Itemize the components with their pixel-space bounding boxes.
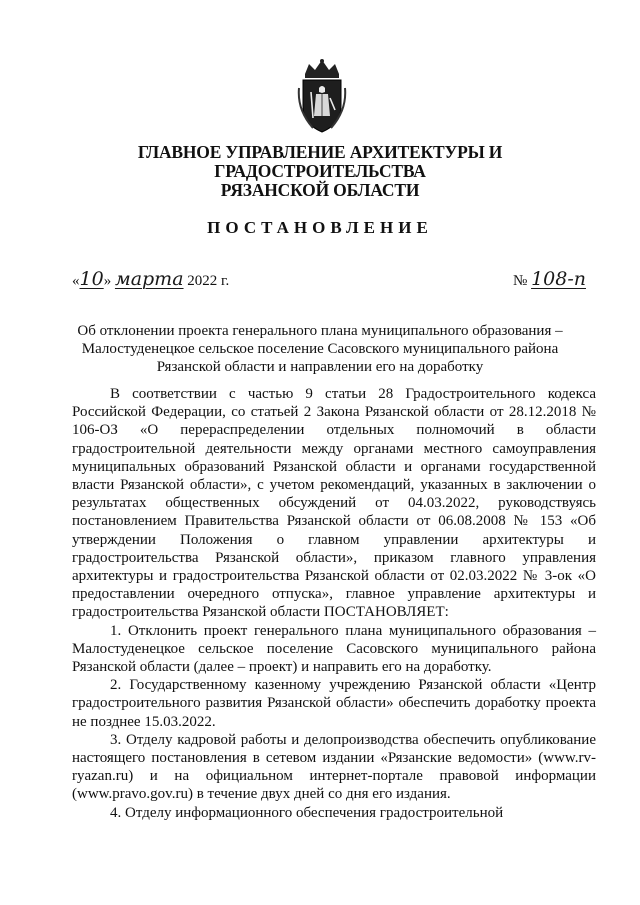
resolution-item-3: 3. Отделу кадровой работы и делопроизводства обеспечить опубликование настоящего постановления в сетевом издании «Рязанские ведомости» (www.rv-ryazan.ru) и на официальном интернет-портале правовой информации (www.pravo.gov.ru) в течение двух дней со дня его издания. (72, 731, 596, 803)
agency-name-line2: РЯЗАНСКОЙ ОБЛАСТИ (220, 180, 420, 200)
document-date (72, 268, 229, 290)
date-quote-open: « (72, 273, 80, 289)
resolution-item-2: 2. Государственному казенному учреждению Рязанской области «Центр градостроительного развития Рязанской области» обеспечить доработку проекта не позднее 15.03.2022. (72, 677, 596, 730)
resolution-item-4: 4. Отделу информационного обеспечения градостроительной (110, 804, 504, 821)
agency-name-line1: ГЛАВНОЕ УПРАВЛЕНИЕ АРХИТЕКТУРЫ И ГРАДОСТРОИТЕЛЬСТВА (137, 142, 503, 181)
document-type-title: ПОСТАНОВЛЕНИЕ (207, 218, 433, 237)
document-body (72, 385, 596, 822)
resolution-item-1: 1. Отклонить проект генерального плана муниципального образования – Малостуденецкое сельское поселение Сасовского муниципального района Рязанской области (далее – проект) и направить его на доработку. (72, 622, 596, 676)
number-value: 108-п (531, 268, 586, 290)
date-month: марта (114, 268, 184, 290)
number-prefix: № (513, 273, 528, 289)
preamble-paragraph: В соответствии с частью 9 статьи 28 Градостроительного кодекса Российской Федерации, со статьей 2 Закона Рязанской области от 28.12.2018 № 106-ОЗ «О перераспределении отдельных полномочий в области градостроительной деятельности между органами местного самоуправления муниципальных образований Рязанской области и органами государственной власти Рязанской области», с учетом рекомендаций, указанных в заключении о результатах общественных обсуждений от 04.03.2022, руководствуясь постановлением Правительства Рязанской области от 06.08.2008 № 153 «Об утверждении Положения о главном управлении архитектуры и градостроительства Рязанской области», приказом главного управления архитектуры и градостроительства Рязанской области от 02.03.2022 № 3-ок «О предоставлении очередного отпуска», главное управление архитектуры и градостроительства Рязанской области ПОСТАНОВЛЯЕТ: (72, 386, 596, 621)
date-day: 10 (79, 268, 104, 290)
document-number (513, 268, 586, 290)
ryazan-coat-of-arms-icon (295, 58, 349, 134)
agency-name (40, 143, 600, 200)
document-subject: Об отклонении проекта генерального плана муниципального образования – Малостуденецкое сельское поселение Сасовского муниципального района Рязанской области и направлении его на доработку (77, 323, 563, 375)
date-quote-close: » (103, 273, 112, 289)
date-year: 2022 г. (187, 273, 230, 289)
